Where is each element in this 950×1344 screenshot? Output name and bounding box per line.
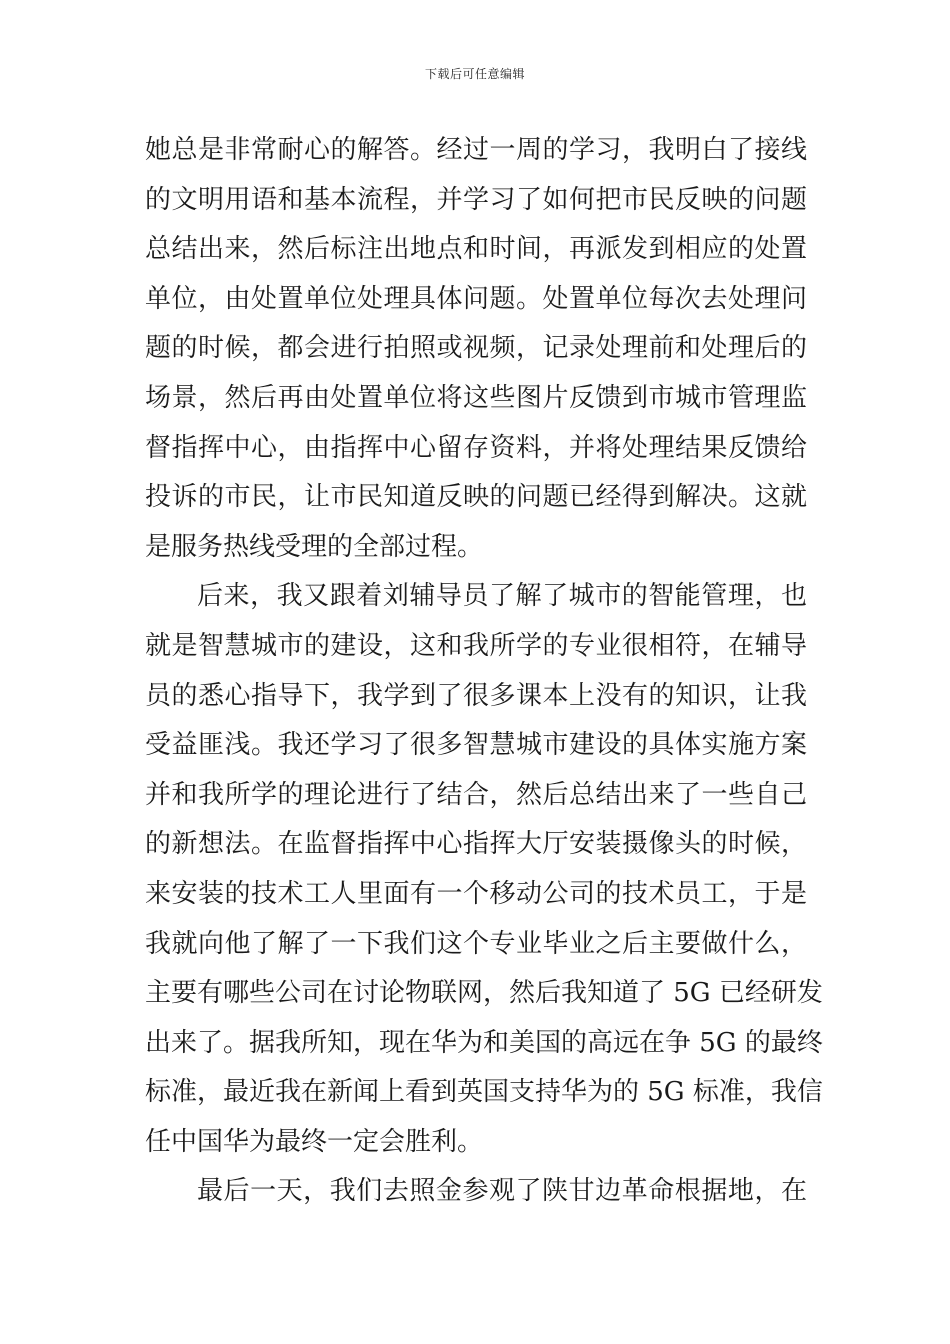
text-line: 就是智慧城市的建设，这和我所学的专业很相符，在辅导 (145, 630, 807, 661)
page-header: 下载后可任意编辑 (424, 67, 525, 81)
text-line: 受益匪浅。我还学习了很多智慧城市建设的具体实施方案 (145, 730, 807, 761)
text-line: 主要有哪些公司在讨论物联网，然后我知道了 5G 已经研发 (145, 978, 823, 1009)
text-line: 标准，最近我在新闻上看到英国支持华为的 5G 标准，我信 (145, 1077, 823, 1108)
text-line: 是服务热线受理的全部过程。 (145, 531, 484, 562)
text-line: 来安装的技术工人里面有一个移动公司的技术员工，于是 (145, 878, 807, 909)
text-line: 督指挥中心，由指挥中心留存资料，并将处理结果反馈给 (145, 432, 807, 463)
text-line: 投诉的市民，让市民知道反映的问题已经得到解决。这就 (145, 482, 807, 513)
text-line: 最后一天，我们去照金参观了陕甘边革命根据地，在 (197, 1176, 807, 1207)
text-line: 场景，然后再由处置单位将这些图片反馈到市城市管理监 (145, 382, 807, 413)
text-line: 总结出来，然后标注出地点和时间，再派发到相应的处置 (145, 234, 807, 265)
text-line: 后来，我又跟着刘辅导员了解了城市的智能管理，也 (197, 581, 807, 612)
text-line: 她总是非常耐心的解答。经过一周的学习，我明白了接线 (145, 135, 807, 165)
document-body (145, 126, 823, 1217)
text-line: 并和我所学的理论进行了结合，然后总结出来了一些自己 (145, 779, 807, 810)
text-line: 单位，由处置单位处理具体问题。处置单位每次去处理问 (145, 283, 807, 314)
text-line: 的文明用语和基本流程，并学习了如何把市民反映的问题 (145, 184, 807, 215)
text-line: 员的悉心指导下，我学到了很多课本上没有的知识，让我 (145, 680, 807, 711)
text-line: 题的时候，都会进行拍照或视频，记录处理前和处理后的 (145, 333, 807, 364)
text-line: 的新想法。在监督指挥中心指挥大厅安装摄像头的时候， (145, 829, 807, 860)
text-line: 任中国华为最终一定会胜利。 (145, 1126, 484, 1157)
text-line: 我就向他了解了一下我们这个专业毕业之后主要做什么， (145, 928, 807, 959)
text-line: 出来了。据我所知，现在华为和美国的高远在争 5G 的最终 (145, 1027, 823, 1058)
